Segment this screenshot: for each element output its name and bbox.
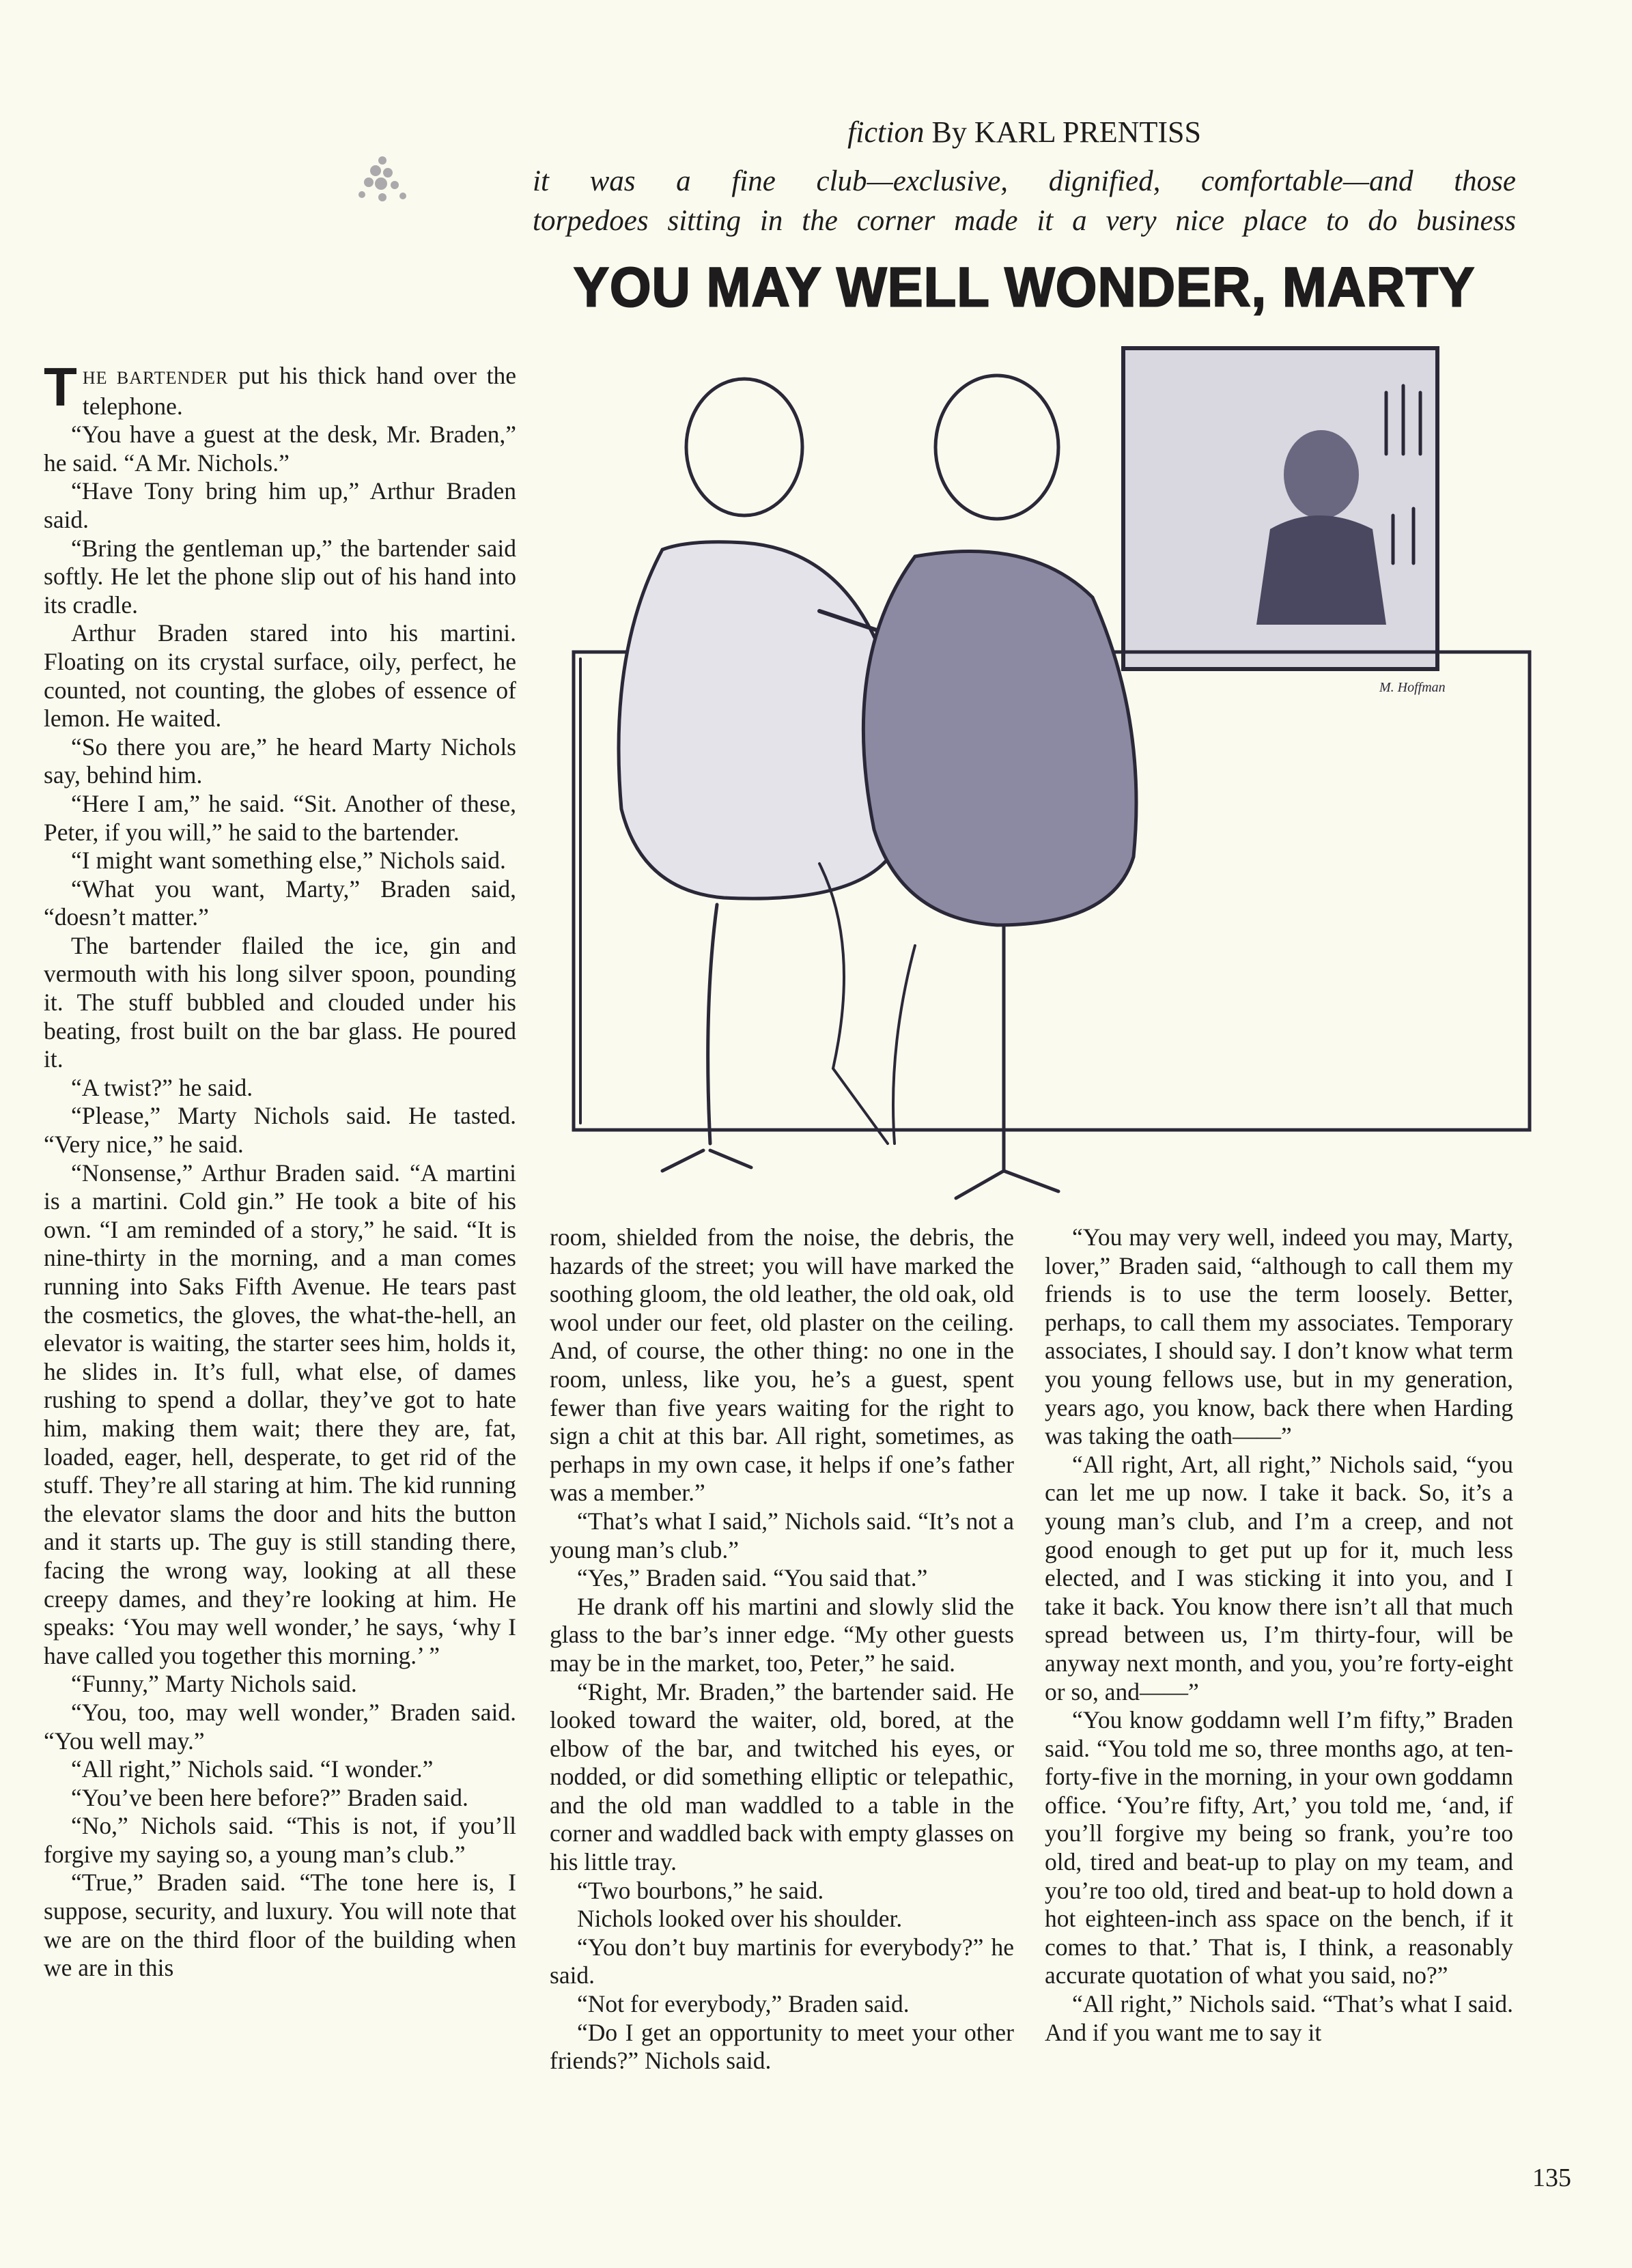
paragraph: “You know goddamn well I’m fifty,” Braden said. “You told me so, three months ago, at ten-forty-five in the morning, in your own goddamn office. ‘You’re fifty, Art,’ you told me, ‘and, if you’ll forgive my being so frank, you’re too old, tired and beat-up to play on my team, and you’re too old, tired and beat-up to hold down a hot eighteen-inch ass space on the bench, if it comes to that.’ That is, I think, a reasonably accurate quotation of what you said, no?”: [1045, 1706, 1513, 1989]
paragraph: “A twist?” he said.: [71, 1073, 253, 1101]
article-header: [533, 115, 1516, 318]
paragraph: “Two bourbons,” he said.: [577, 1876, 824, 1904]
paragraph: “You’ve been here before?” Braden said.: [71, 1783, 468, 1811]
paragraph: “True,” Braden said. “The tone here is, I suppose, security, and luxury. You will note that we are on the third floor of the building when we are in this: [44, 1869, 516, 1982]
paragraph: “Nonsense,” Arthur Braden said. “A martini is a martini. Cold gin.” He took a bite of his own. “I am reminded of a story,” he said. “It is nine-thirty in the morning, and a man comes running into Saks Fifth Avenue. He tears past the cosmetics, the gloves, the what-the-hell, an elevator is waiting, the starter sees him, holds it, he slides in. It’s full, what else, of dames rushing to spend a dollar, they’ve got to hate him, making them wait; there they are, fat, loaded, eager, hell, desperate, to get rid of the stuff. They’re all staring at him. The kid running the elevator slams the door and hits the button and it starts up. The guy is still standing there, facing the wrong way, looking at all these creepy dames, and they’re looking at him. He speaks: ‘You may well wonder,’ he says, ‘why I have called you together this morning.’ ”: [44, 1159, 516, 1669]
article-title: YOU MAY WELL WONDER, MARTY: [573, 255, 1476, 319]
paragraph: The bartender flailed the ice, gin and vermouth with his long silver spoon, pounding it. The stuff bubbled and clouded under his beating, frost built on the bar glass. He poured it.: [44, 931, 516, 1073]
paragraph: “You have a guest at the desk, Mr. Braden,” he said. “A Mr. Nichols.”: [44, 421, 516, 477]
paragraph: “You, too, may well wonder,” Braden said. “You well may.”: [44, 1698, 516, 1755]
paragraph: Arthur Braden stared into his martini. Floating on its crystal surface, oily, perfect, he counted, not counting, the globes of essence of lemon. He waited.: [44, 619, 516, 733]
paragraph: “Please,” Marty Nichols said. He tasted. “Very nice,” he said.: [44, 1102, 516, 1159]
paragraph: room, shielded from the noise, the debris, the hazards of the street; you will have marked the soothing gloom, the old leather, the old oak, old wool under our feet, old plaster on the ceiling. And, of course, the other thing: no one in the room, unless, like you, he’s a guest, spent fewer than five years waiting for the right to sign a chit at this bar. All right, sometimes, as perhaps in my own case, it helps if one’s father was a member.”: [550, 1223, 1014, 1507]
page-number: 135: [1532, 2164, 1571, 2192]
paragraph: “All right,” Nichols said. “I wonder.”: [71, 1755, 434, 1783]
paragraph: Nichols looked over his shoulder.: [577, 1905, 903, 1933]
opening-paragraph: [44, 356, 516, 421]
subtitle-line-1: it was a fine club—exclusive, dignified, comfortable—and those: [533, 165, 1516, 197]
subtitle-line-2: torpedoes sitting in the corner made it a very nice place to do business: [533, 205, 1516, 237]
bar-scene-illustration: [533, 345, 1571, 1212]
paragraph: “Have Tony bring him up,” Arthur Braden said.: [44, 477, 516, 533]
drop-cap: T: [44, 356, 77, 417]
small-caps-lead: HE BARTENDER: [82, 368, 229, 388]
paragraph: “All right,” Nichols said. “That’s what I said. And if you want me to say it: [1045, 1990, 1513, 2046]
section-label: fiction: [847, 115, 925, 149]
paragraph: “Bring the gentleman up,” the bartender said softly. He let the phone slip out of his hand into its cradle.: [44, 534, 516, 619]
opening-text: put his thick hand over the telephone.: [82, 362, 516, 420]
paragraph: “Yes,” Braden said. “You said that.”: [577, 1564, 928, 1592]
byline: [533, 115, 1516, 150]
paragraph: “That’s what I said,” Nichols said. “It’s not a young man’s club.”: [550, 1507, 1014, 1563]
paragraph: “Right, Mr. Braden,” the bartender said. He looked toward the waiter, old, bored, at the elbow of the bar, and twitched his eyes, or nodded, or did something elliptic or telepathic, and the old man waddled to a table in the corner and waddled back with empty glasses on his little tray.: [550, 1677, 1014, 1876]
text-column-2: [550, 1223, 1014, 2075]
paragraph: He drank off his martini and slowly slid the glass to the bar’s inner edge. “My other guests may be in the market, too, Peter,” he said.: [550, 1592, 1014, 1677]
paragraph: “You don’t buy martinis for everybody?” he said.: [550, 1933, 1014, 1989]
paragraph: “Funny,” Marty Nichols said.: [71, 1670, 357, 1698]
ornament-decoration: [341, 140, 423, 215]
text-column-3: [1045, 1223, 1513, 2047]
paragraph: “I might want something else,” Nichols said.: [71, 847, 506, 875]
paragraph: “What you want, Marty,” Braden said, “doesn’t matter.”: [44, 875, 516, 931]
paragraph: “All right, Art, all right,” Nichols said, “you can let me up now. I take it back. So, it’s a young man’s club, and I’m a creep, and not good enough to get put up for it, much less elected, and I was sticking it into you, and I take it back. You know there isn’t all that much spread between us, I’m thirty-four, will be anyway next month, and you, you’re forty-eight or so, and——”: [1045, 1450, 1513, 1705]
author: By KARL PRENTISS: [931, 115, 1201, 149]
paragraph: “No,” Nichols said. “This is not, if you’ll forgive my saying so, a young man’s club.”: [44, 1812, 516, 1868]
paragraph: “You may very well, indeed you may, Marty, lover,” Braden said, “although to call them my friends is to use the term loosely. Better, perhaps, to call them my associates. Temporary associates, I should say. I don’t know what term you young fellows use, but in my generation, years ago, you know, back there when Harding was taking the oath——”: [1045, 1223, 1513, 1450]
text-column-1: [44, 356, 516, 1983]
paragraph: “Here I am,” he said. “Sit. Another of these, Peter, if you will,” he said to the bartender.: [44, 789, 516, 846]
paragraph: “So there you are,” he heard Marty Nichols say, behind him.: [44, 733, 516, 789]
paragraph: “Do I get an opportunity to meet your other friends?” Nichols said.: [550, 2018, 1014, 2075]
artist-signature: M. Hoffman: [1379, 680, 1446, 695]
paragraph: “Not for everybody,” Braden said.: [577, 1990, 910, 2018]
